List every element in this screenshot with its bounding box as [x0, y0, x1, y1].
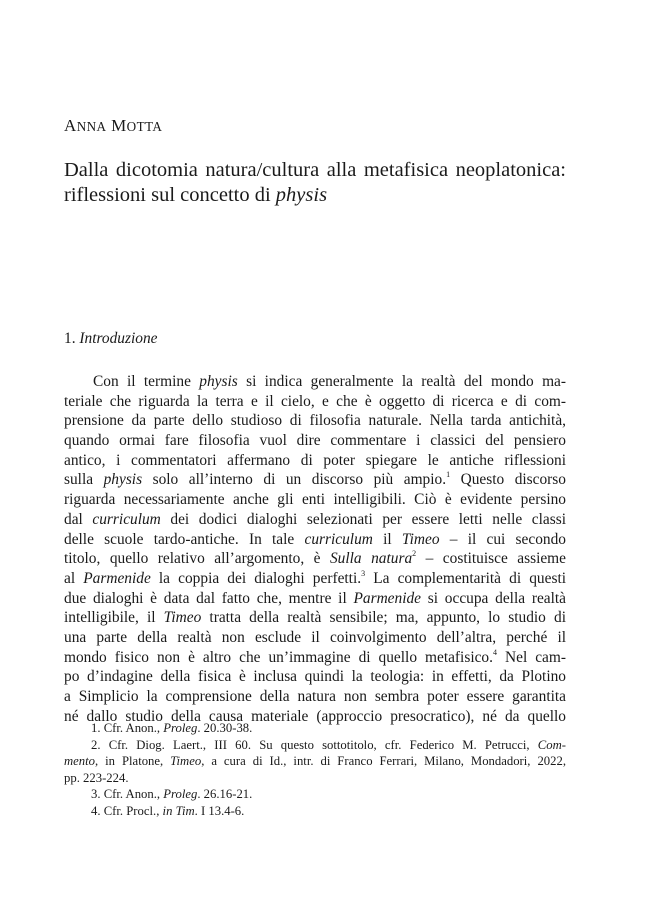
body-line: dal curriculum dei dodici dialoghi selezionati per essere letti nelle classi	[64, 510, 566, 528]
author-last-initial: M	[111, 116, 127, 135]
body-line: antico, i commentatori affermano di poter spiegare le antiche riflessioni	[64, 451, 566, 469]
footnotes	[64, 720, 566, 820]
body-line: due dialoghi è data dal fatto che, mentre il Parmenide si occupa della realtà	[64, 589, 566, 607]
footnote-ref: 4	[492, 647, 497, 657]
body-line: titolo, quello relativo all’argomento, è Sulla natura$^2$ – costituisce assieme	[64, 549, 566, 568]
body-line: intelligibile, il Timeo tratta della realtà sensibile; ma, appunto, lo studio di	[64, 609, 566, 627]
body-line: riguarda necessariamente anche gli enti intelligibili. Ciò è evidente persino	[64, 491, 566, 509]
footnote-ref: 1	[446, 470, 451, 480]
footnote-2-cont: pp. 223-224.	[64, 770, 129, 785]
section-heading	[64, 330, 157, 348]
body-line: mondo fisico non è altro che un’immagine di quello metafisico.$^4$ Nel cam-	[64, 647, 566, 666]
section-title: Introduzione	[79, 330, 158, 347]
body-line: delle scuole tardo-antiche. In tale curriculum il Timeo – il cui secondo	[64, 530, 566, 548]
body-line: sulla physis solo all’interno di un discorso più ampio.$^1$ Questo discorso	[64, 470, 566, 489]
article-title	[64, 158, 566, 208]
page	[64, 0, 566, 910]
footnote-4: 4. Cfr. Procl., in Tim. I 13.4-6.	[91, 803, 245, 818]
footnote-1: 1. Cfr. Anon., Proleg. 20.30-38.	[91, 721, 253, 735]
author-first-rest: NNA	[76, 119, 107, 134]
body-line: al Parmenide la coppia dei dialoghi perfetti.$^3$ La complementarità di questi	[64, 568, 566, 587]
footnote-2-cont: mento, in Platone, Timeo, a cura di Id., intr. di Franco Ferrari, Milano, Mondadori, 2022,	[64, 754, 566, 769]
footnote-ref: 3	[361, 568, 366, 578]
body-line: quando ormai fare filosofia vuol dire commentare i classici del pensiero	[64, 432, 566, 450]
body-line: a Simplicio la comprensione della natura non sembra poter essere garantita	[64, 688, 566, 705]
author-initial: A	[64, 116, 77, 135]
title-italic: physis	[275, 184, 328, 206]
author-name	[64, 116, 162, 136]
footnote-2: 2. Cfr. Diog. Laert., III 60. Su questo sottotitolo, cfr. Federico M. Petrucci, Com-	[91, 737, 566, 752]
author-last-rest: OTTA	[126, 119, 163, 134]
body-text	[64, 372, 566, 726]
body-line: Con il termine physis si indica generalmente la realtà del mondo ma-	[93, 373, 566, 390]
title-line	[64, 183, 566, 208]
body-line: né dallo studio della causa materiale (approccio presocratico), né da quello	[64, 707, 566, 725]
title-line: Dalla dicotomia natura/cultura alla metafisica neoplatonica:	[64, 159, 566, 181]
body-line: prensione da parte dello studioso di filosofia naturale. Nella tarda antichità,	[64, 412, 566, 430]
body-line: po d’indagine della fisica è inclusa quindi la teologia: in effetti, da Plotino	[64, 668, 566, 686]
body-line: teriale che riguarda la terra e il cielo, e che è oggetto di ricerca e di com-	[64, 392, 566, 410]
footnote-3: 3. Cfr. Anon., Proleg. 26.16-21.	[91, 787, 253, 802]
footnote-ref: 2	[412, 549, 417, 559]
title-text: riflessioni sul concetto di	[64, 184, 276, 206]
body-line: una parte della realtà non esclude il coinvolgimento dell’altra, perché il	[64, 628, 566, 646]
section-number: 1.	[64, 330, 80, 347]
